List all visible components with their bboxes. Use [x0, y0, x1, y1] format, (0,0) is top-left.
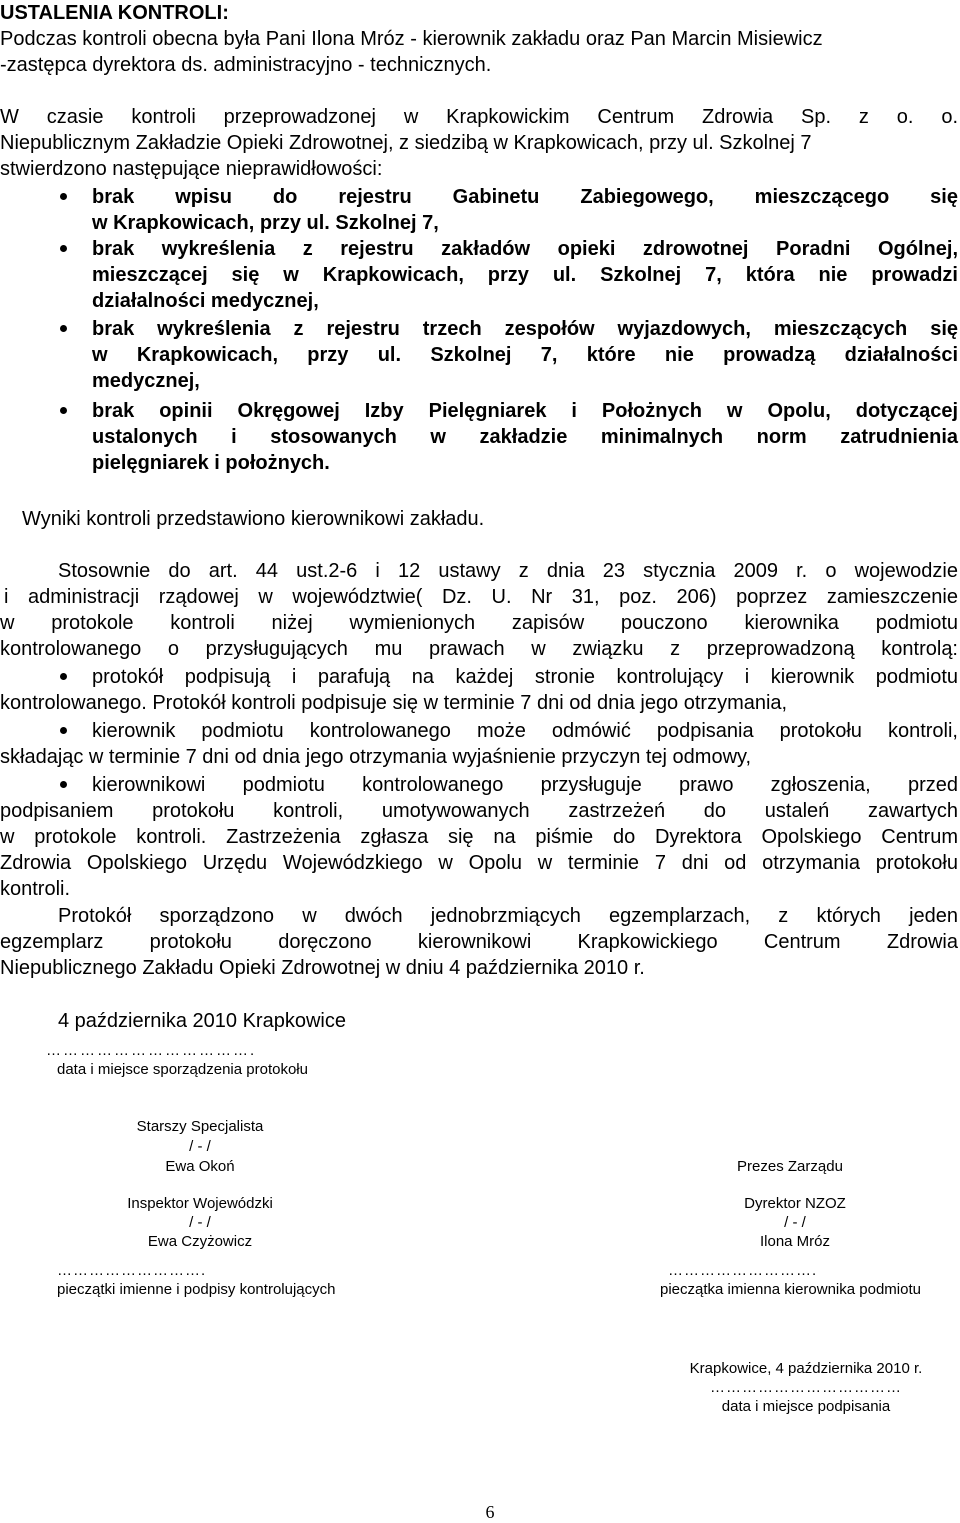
- right-1-line-1: protokół podpisują i parafują na każdej stronie kontrolujący i kierownik podmiotu: [92, 666, 958, 688]
- signing-dots: ………………………………: [710, 1379, 902, 1396]
- finding-2-line-1: brak wykreślenia z rejestru zakładów opieki zdrowotnej Poradni Ogólnej,: [92, 238, 958, 260]
- findings-line-3: stwierdzono następujące nieprawidłowości:: [0, 158, 383, 180]
- page-number: 6: [485, 1502, 495, 1522]
- legal-line-2: i administracji rządowej w województwie( Dz. U. Nr 31, poz. 206) poprzez zamieszczenie: [4, 586, 958, 608]
- protocol-place-date: 4 października 2010 Krapkowice: [58, 1010, 346, 1032]
- finding-4-line-2: ustalonych i stosowanych w zakładzie minimalnych norm zatrudnienia: [92, 426, 958, 448]
- bullet-icon: [60, 245, 67, 252]
- closing-line-3: Niepublicznego Zakładu Opieki Zdrowotnej w dniu 4 października 2010 r.: [0, 957, 645, 979]
- legal-line-1: Stosownie do art. 44 ust.2-6 i 12 ustawy z dnia 23 stycznia 2009 r. o wojewodzie: [58, 560, 958, 582]
- signer-2-title: Inspektor Wojewódzki: [127, 1195, 273, 1212]
- intro-line-2: -zastępca dyrektora ds. administracyjno - technicznych.: [0, 54, 492, 76]
- findings-line-1: W czasie kontroli przeprowadzonej w Krapkowickim Centrum Zdrowia Sp. z o. o.: [0, 106, 958, 128]
- finding-3-line-1: brak wykreślenia z rejestru trzech zespołów wyjazdowych, mieszczących się: [92, 318, 958, 340]
- signer-1-name: Ewa Okoń: [165, 1158, 235, 1175]
- left-signature-caption: pieczątki imienne i podpisy kontrolujących: [57, 1281, 336, 1298]
- protocol-dots: ……………………………….: [46, 1042, 257, 1059]
- bullet-icon: [60, 781, 67, 788]
- finding-2-line-2: mieszczącej się w Krapkowicach, przy ul. Szkolnej 7, która nie prowadzi: [92, 264, 958, 286]
- closing-line-2: egzemplarz protokołu doręczono kierownikowi Krapkowickiego Centrum Zdrowia: [0, 931, 958, 953]
- right-3-line-1: kierownikowi podmiotu kontrolowanego przysługuje prawo zgłoszenia, przed: [92, 774, 958, 796]
- signer-1-title: Starszy Specjalista: [136, 1118, 264, 1135]
- signer-4-title: Dyrektor NZOZ: [744, 1195, 846, 1212]
- results-text: Wyniki kontroli przedstawiono kierownikowi zakładu.: [22, 508, 485, 530]
- protocol-caption: data i miejsce sporządzenia protokołu: [57, 1061, 308, 1078]
- signer-4-name: Ilona Mróz: [759, 1233, 831, 1250]
- bullet-icon: [60, 727, 67, 734]
- signing-place-date: Krapkowice, 4 października 2010 r.: [689, 1360, 923, 1377]
- bullet-icon: [60, 407, 67, 414]
- signer-1-mark: / - /: [189, 1138, 211, 1155]
- finding-1-line-1: brak wpisu do rejestru Gabinetu Zabiegowego, mieszczącego się: [92, 186, 958, 208]
- bullet-icon: [60, 325, 67, 332]
- finding-4-line-3: pielęgniarek i położnych.: [92, 452, 330, 474]
- finding-3-line-3: medycznej,: [92, 370, 200, 392]
- intro-line-1: Podczas kontroli obecna była Pani Ilona Mróz - kierownik zakładu oraz Pan Marcin Misiewicz: [0, 28, 823, 50]
- signer-3-title: Prezes Zarządu: [737, 1158, 843, 1175]
- legal-line-3: w protokole kontroli niżej wymienionych zapisów pouczono kierownika podmiotu: [0, 612, 958, 634]
- right-2-line-2: składając w terminie 7 dni od dnia jego otrzymania wyjaśnienie przyczyn tej odmowy,: [0, 746, 752, 768]
- right-3-line-4: Zdrowia Opolskiego Urzędu Wojewódzkiego w Opolu w terminie 7 dni od otrzymania protokołu: [0, 852, 958, 874]
- left-signature-dots: ……………………….: [57, 1262, 207, 1279]
- signer-4-mark: / - /: [784, 1214, 806, 1231]
- signer-2-name: Ewa Czyżowicz: [147, 1233, 253, 1250]
- finding-4-line-1: brak opinii Okręgowej Izby Pielęgniarek i Położnych w Opolu, dotyczącej: [92, 400, 958, 422]
- right-3-line-3: w protokole kontroli. Zastrzeżenia zgłasza się na piśmie do Dyrektora Opolskiego Centrum: [0, 826, 958, 848]
- right-3-line-2: podpisaniem protokołu kontroli, umotywowanych zastrzeżeń do ustaleń zawartych: [0, 800, 958, 822]
- right-2-line-1: kierownik podmiotu kontrolowanego może odmówić podpisania protokołu kontroli,: [92, 720, 958, 742]
- legal-line-4: kontrolowanego o przysługujących mu prawach w związku z przeprowadzoną kontrolą:: [0, 638, 958, 660]
- right-signature-dots: ……………………….: [668, 1262, 818, 1279]
- signing-caption: data i miejsce podpisania: [721, 1398, 891, 1415]
- bullet-icon: [60, 193, 67, 200]
- closing-line-1: Protokół sporządzono w dwóch jednobrzmiących egzemplarzach, z których jeden: [58, 905, 958, 927]
- right-3-line-5: kontroli.: [0, 878, 71, 900]
- bullet-icon: [60, 673, 67, 680]
- right-signature-caption: pieczątka imienna kierownika podmiotu: [660, 1281, 921, 1298]
- findings-line-2: Niepublicznym Zakładzie Opieki Zdrowotnej, z siedzibą w Krapkowicach, przy ul. Szkolnej 7: [0, 132, 812, 154]
- right-1-line-2: kontrolowanego. Protokół kontroli podpisuje się w terminie 7 dni od dnia jego otrzymania,: [0, 692, 788, 714]
- finding-1-line-2: w Krapkowicach, przy ul. Szkolnej 7,: [92, 212, 439, 234]
- finding-2-line-3: działalności medycznej,: [92, 290, 319, 312]
- signer-2-mark: / - /: [189, 1214, 211, 1231]
- section-heading: USTALENIA KONTROLI:: [0, 2, 229, 24]
- finding-3-line-2: w Krapkowicach, przy ul. Szkolnej 7, które nie prowadzą działalności: [92, 344, 958, 366]
